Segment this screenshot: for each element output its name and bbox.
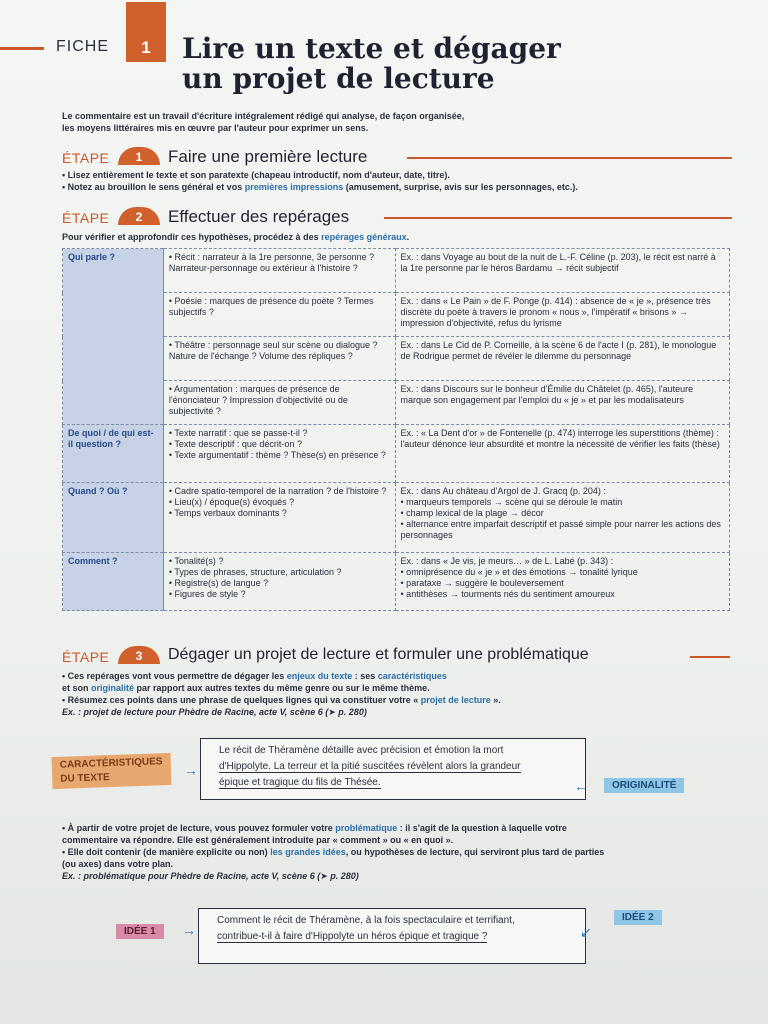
table-row: • Argumentation : marques de présence de l'énonciateur ? Impression d'objectivité ou de subjectivité ? Ex. : dans Discours sur le bonheur d'Émilie du Châtelet (p. 465), l'auteure marque son engagement par l'emploi du « je » et par les modalisateurs [63,381,730,425]
tag-originalite: ORIGINALITÉ [604,778,684,793]
tag-caracteristiques: CARACTÉRISTIQUES DU TEXTE [51,753,171,789]
tag-idee-1: IDÉE 1 [116,924,164,939]
step-1-title: Faire une première lecture [168,147,368,166]
row-header-comment: Comment ? [63,553,164,611]
step-2-header: ÉTAPE 2 Effectuer des repérages [62,207,732,229]
table-row: Comment ? • Tonalité(s) ? • Types de phrases, structure, articulation ? • Registre(s) de langue ? • Figures de style ? Ex. : dans « Je vis, je meurs… » de L. Labé (p. 343) : • omniprésence du « je » et des émotions → tonalité lyrique • parataxe → suggère le bouleversement • antithèses → tourments nés du sentiment amoureux [63,553,730,611]
step-2-lead: Pour vérifier et approfondir ces hypothèses, procédez à des repérages généraux. [62,232,410,242]
table-row: De quoi / de qui est-il question ? • Texte narratif : que se passe-t-il ? • Texte descriptif : que décrit-on ? • Texte argumentatif : thème ? Thèse(s) en présence ? Ex. : « La Dent d'or » de Fontenelle (p. 474) interroge les superstitions (thème) : l'auteur dénonce leur absurdité et montre la nécessité de vérifier les faits (thèse) [63,425,730,483]
step-1-bullets: • Lisez entièrement le texte et son paratexte (chapeau introductif, nom d'auteur, date, titre). • Notez au brouillon le sens général et vos premières impressions (amusement, surprise, avis sur les personnages, etc.). [62,170,578,192]
table-row: Qui parle ? • Récit : narrateur à la 1re personne, 3e personne ? Narrateur-personnage ou extérieur à l'histoire ? Ex. : dans Voyage au bout de la nuit de L.-F. Céline (p. 203), le récit est narré à la 1re personne par le héros Bardamu → récit subjectif [63,249,730,293]
fiche-label: FICHE [56,38,109,55]
table-row: Quand ? Où ? • Cadre spatio-temporel de la narration ? de l'histoire ? • Lieu(x) / époque(s) évoqués ? • Temps verbaux dominants ? Ex. : dans Au château d'Argol de J. Gracq (p. 204) : • marqueurs temporels → scène qui se déroule le matin • champ lexical de la plage → décor • alternance entre imparfait descriptif et passé simple pour narrer les actions des personnages [63,483,730,553]
row-header-quand-ou: Quand ? Où ? [63,483,164,553]
arrow-icon: ↙ [580,924,592,940]
problematique-text: • À partir de votre projet de lecture, vous pouvez formuler votre problématique : il s'agit de la question à laquelle votre commentaire va répondre. Elle est généralement introduite par « comment » ou « en quoi ». • Elle doit contenir (de manière explicite ou non) les grandes idées, ou hypothèses de lecture, qui serviront plus tard de parties (ou axes) dans votre plan. Ex. : problématique pour Phèdre de Racine, acte V, scène 6 (➤ p. 280) [62,823,605,881]
page-title: Lire un texte et dégager un projet de lecture [182,32,561,95]
step-3-bullets: • Ces repérages vont vous permettre de dégager les enjeux du texte : ses caractéristiques et son originalité par rapport aux autres textes du même genre ou sur le même thème. • Résumez ces points dans une phrase de quelques lignes qui va constituer votre « projet de lecture ». Ex. : projet de lecture pour Phèdre de Racine, acte V, scène 6 (➤ p. 280) [62,671,501,717]
intro-text: Le commentaire est un travail d'écriture intégralement rédigé qui analyse, de façon organisée, les moyens littéraires mis en œuvre par l'auteur pour exprimer un sens. [62,111,465,133]
row-header-de-quoi: De quoi / de qui est-il question ? [63,425,164,483]
step-3-title: Dégager un projet de lecture et formuler une problématique [168,646,589,663]
tag-idee-2: IDÉE 2 [614,910,662,925]
fiche-number: 1 [126,2,166,62]
arrow-icon: → [184,762,198,778]
arrow-icon: → [182,922,196,938]
step-3-header: ÉTAPE 3 Dégager un projet de lecture et formuler une problématique [62,646,742,668]
step-2-title: Effectuer des repérages [168,207,350,226]
projet-lecture-box: Le récit de Théramène détaille avec précision et émotion la mort d'Hippolyte. La terreur et la pitié suscitées révèlent alors la grandeur épique et tragique du fils de Thésée. [200,738,586,800]
problematique-box: Comment le récit de Théramène, à la fois spectaculaire et terrifiant, contribue-t-il à faire d'Hippolyte un héros épique et tragique ? [198,908,586,964]
table-row: • Poésie : marques de présence du poète ? Termes subjectifs ? Ex. : dans « Le Pain » de F. Ponge (p. 414) : absence de « je », présence très discrète du poète à travers le pronom « nous », l'impératif « brisons » → impression d'objectivité, refus du lyrisme [63,293,730,337]
table-row: • Théâtre : personnage seul sur scène ou dialogue ? Nature de l'échange ? Volume des répliques ? Ex. : dans Le Cid de P. Corneille, à la scène 6 de l'acte I (p. 281), le monologue de Rodrigue permet de révéler le dilemme du personnage [63,337,730,381]
arrow-icon: ← [574,778,588,794]
step-1-header: ÉTAPE 1 Faire une première lecture [62,147,732,169]
reperages-table [62,248,730,611]
fiche-rule [0,47,44,50]
row-header-qui-parle: Qui parle ? [63,249,164,425]
